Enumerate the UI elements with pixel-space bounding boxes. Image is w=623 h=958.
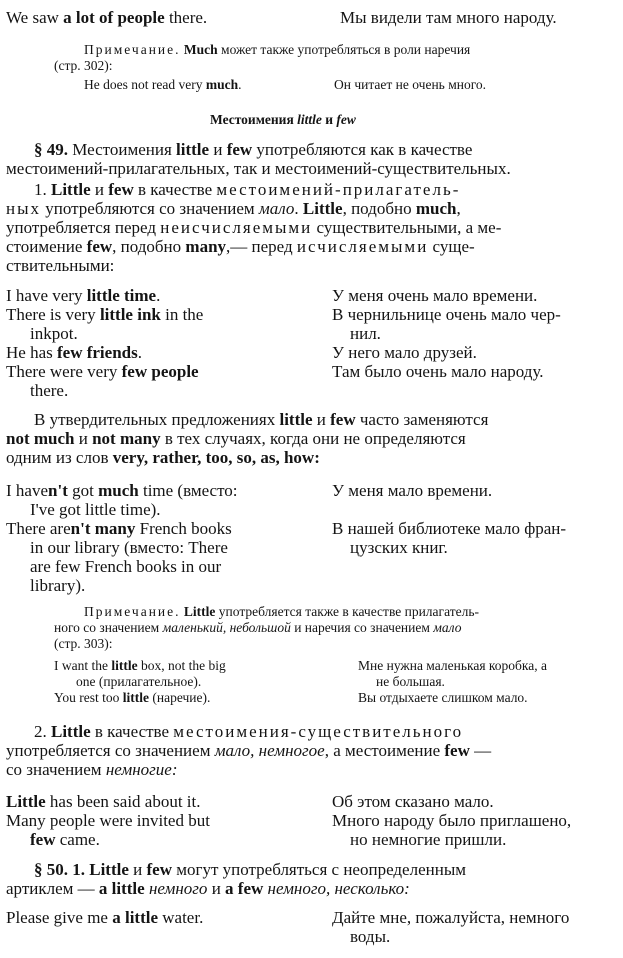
text-line-l11: ных употребляются со значением мало. Little, подобно much, [6,199,461,218]
text-line-l44: не большая. [376,674,445,689]
text-line-l27: not much и not many в тех случаях, когда они не определяются [6,429,466,448]
text-line-l32: There aren't many French books [6,519,232,538]
text-line-l51: Об этом сказано мало. [332,792,494,811]
text-line-l33: В нашей библиотеке мало фран- [332,519,567,538]
text-line-l17: There is very little ink in the [6,305,204,324]
text-line-l54: few came. [30,830,100,849]
text-line-l52: Many people were invited but [6,811,210,830]
text-line-l53: Много народу было приглашено, [332,811,572,830]
text-line-l31: I've got little time). [30,500,161,519]
text-line-l18: В чернильнице очень мало чер- [332,305,561,324]
text-line-l25: there. [30,381,69,400]
text-line-l42: Мне нужна маленькая коробка, а [358,658,547,673]
text-line-l55: но немногие пришли. [350,830,507,849]
text-line-l40: (стр. 303): [54,636,113,651]
text-line-l46: Вы отдыхаете слишком мало. [358,690,528,705]
text-line-l03: Примечание. Much может также употребляться в роли наречия [84,42,471,57]
text-line-l57: артиклем — a little немного и a few немного, несколько: [6,879,410,898]
text-line-l56: § 50. 1. Little и few могут употребляться с неопределенным [34,860,466,879]
text-line-l30: У меня мало времени. [332,481,493,500]
text-line-l23: There were very few people [6,362,199,381]
text-line-l06: Он читает не очень много. [334,77,487,92]
text-line-l15: I have very little time. [6,286,161,305]
text-line-l10: 1. Little и few в качестве местоимений-прилагатель- [34,180,461,199]
text-line-l28: одним из слов very, rather, too, so, as, how: [6,448,320,467]
text-line-l04: (стр. 302): [54,58,113,73]
text-line-l43: one (прилагательное). [76,674,202,689]
text-line-l38: Примечание. Little употребляется также в качестве прилагатель- [84,604,479,619]
text-line-l02: Мы видели там много народу. [340,8,557,27]
text-line-l47: 2. Little в качестве местоимения-существительного [34,722,464,741]
text-line-l20: нил. [350,324,381,343]
text-line-l41: I want the little box, not the big [54,658,226,673]
text-line-l50: Little has been said about it. [6,792,201,811]
text-line-l58: Please give me a little water. [6,908,204,927]
text-line-l34: in our library (вместо: There [30,538,228,557]
text-line-l35: цузских книг. [350,538,448,557]
text-line-l36: are few French books in our [30,557,222,576]
text-line-l37: library). [30,576,86,595]
text-line-l05: He does not read very much. [84,77,242,92]
text-line-l16: У меня очень мало времени. [332,286,538,305]
text-line-l26: В утвердительных предложениях little и few часто заменяются [34,410,489,429]
text-line-l48: употребляется со значением мало, немногое, а местоимение few — [6,741,492,760]
text-line-l24: Там было очень мало народу. [332,362,544,381]
text-line-l39: ного со значением маленький, небольшой и наречия со значением мало [54,620,462,635]
text-line-l09: местоимений-прилагательных, так и местоимений-существительных. [6,159,511,178]
text-line-l14: ствительными: [6,256,115,275]
text-line-l07: Местоимения little и few [210,112,356,127]
text-line-l19: inkpot. [30,324,78,343]
text-line-l22: У него мало друзей. [332,343,477,362]
text-line-l12: употребляется перед неисчисляемыми существительными, а ме- [6,218,502,237]
text-line-l45: You rest too little (наречие). [54,690,211,705]
text-line-l60: воды. [350,927,391,946]
text-line-l01: We saw a lot of people there. [6,8,208,27]
text-line-l21: He has few friends. [6,343,142,362]
text-line-l29: I haven't got much time (вместо: [6,481,238,500]
text-line-l13: стоимение few, подобно many,— перед исчисляемыми суще- [6,237,475,256]
text-line-l59: Дайте мне, пожалуйста, немного [332,908,570,927]
text-line-l08: § 49. Местоимения little и few употребляются как в качестве [34,140,473,159]
text-line-l49: со значением немногие: [6,760,178,779]
